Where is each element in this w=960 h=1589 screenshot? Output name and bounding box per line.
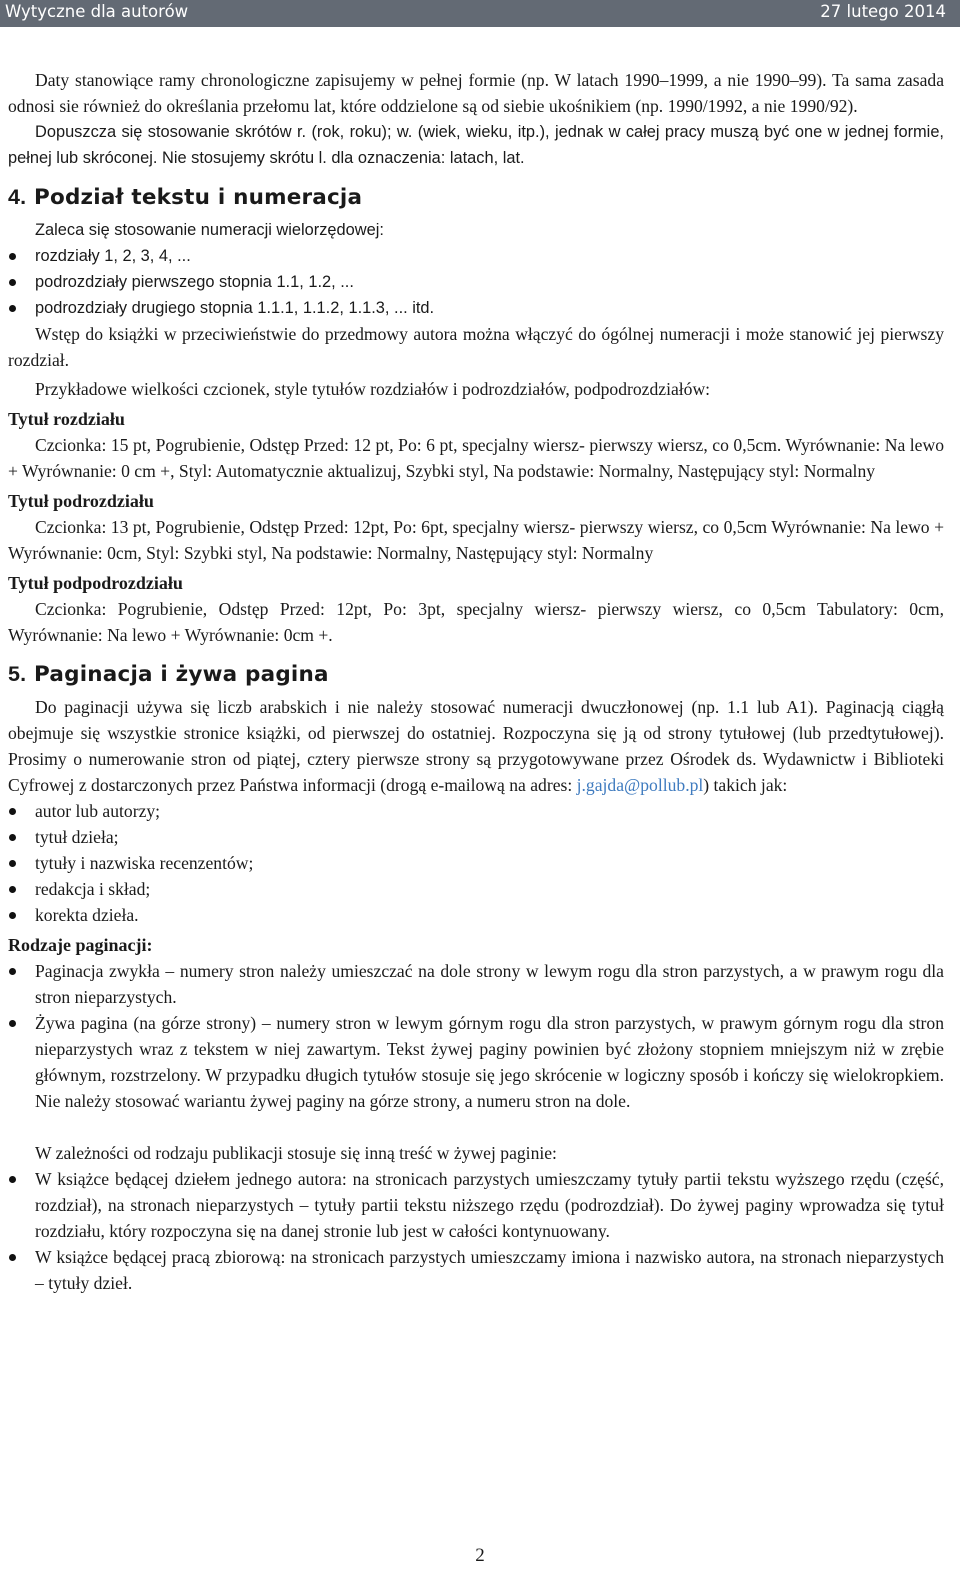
- email-link[interactable]: j.gajda@pollub.pl: [576, 775, 704, 795]
- style-subsubchapter-body: Czcionka: Pogrubienie, Odstęp Przed: 12pt, Po: 3pt, specjalny wiersz- pierwszy wiersz, co 0,5cm Tabulatory: 0cm, Wyrównanie: Na lewo + Wyrównanie: 0cm +.: [8, 599, 944, 645]
- list-item: autor lub autorzy;: [8, 798, 944, 824]
- paragraph-abbreviations: Dopuszcza się stosowanie skrótów r. (rok, roku); w. (wiek, wieku, itp.), jednak w całej pracy muszą być one w jednej formie, pełnej lub skróconej. Nie stosujemy skrótu l. dla oznaczenia: latach, lat.: [8, 123, 944, 167]
- style-chapter-heading: Tytuł rozdziału: [8, 409, 125, 429]
- title-info-list: [8, 798, 944, 928]
- section-4-number: 4.: [8, 185, 27, 209]
- document-body: [8, 67, 944, 1296]
- running-head-list: [8, 1166, 944, 1296]
- list-item: rozdziały 1, 2, 3, 4, ...: [8, 243, 944, 269]
- section-5-heading: [8, 659, 944, 690]
- list-item: Żywa pagina (na górze strony) – numery stron w lewym górnym rogu dla stron parzystych, w prawym górnym rogu dla stron nieparzystych wraz z tekstem w niej zawartym. Tekst żywej paginy powinien być złożony stopniem mniejszym niż w zrębie głównym, rozstrzelony. W przypadku długich tytułów stosuje się jego skrócenie w logiczny sposób i kończy się wielokropkiem. Nie należy stosować wariantu żywej paginy na górze strony, a numeru stron na dole.: [8, 1010, 944, 1114]
- pagination-types-heading: Rodzaje paginacji:: [8, 935, 153, 955]
- header-date: 27 lutego 2014: [820, 2, 946, 21]
- paragraph-introduction-note: Wstęp do książki w przeciwieństwie do przedmowy autora można włączyć do ógólnej numeracji i może stanowić jej pierwszy rozdział.: [8, 324, 944, 370]
- numbering-lead: Zaleca się stosowanie numeracji wielorzędowej:: [35, 221, 384, 239]
- list-item: podrozdziały pierwszego stopnia 1.1, 1.2, ...: [8, 269, 944, 295]
- style-chapter-body: Czcionka: 15 pt, Pogrubienie, Odstęp Przed: 12 pt, Po: 6 pt, specjalny wiersz- pierwszy wiersz, co 0,5cm. Wyrównanie: Na lewo + Wyrównanie: 0 cm +, Styl: Automatycznie aktualizuj, Szybki styl, Na podstawie: Normalny, Następujący styl: Normalny: [8, 435, 944, 481]
- running-head-lead: W zależności od rodzaju publikacji stosuje się inną treść w żywej paginie:: [35, 1143, 557, 1163]
- pagination-text-end: ) takich jak:: [703, 775, 788, 795]
- list-item: W książce będącej dziełem jednego autora: na stronicach parzystych umieszczamy tytuły partii tekstu wyższego rzędu (część, rozdział), na stronach nieparzystych – tytuły partii tekstu niższego rzędu (podrozdział). Do żywej paginy wprowadza się tytuł rozdziału, który rozpoczyna się na danej stronie lub jest w całości kontynuowany.: [8, 1166, 944, 1244]
- list-item: Paginacja zwykła – numery stron należy umieszczać na dole strony w lewym rogu dla stron parzystych, a w prawym rogu dla stron nieparzystych.: [8, 958, 944, 1010]
- page-number: 2: [475, 1545, 485, 1566]
- list-item: tytuł dzieła;: [8, 824, 944, 850]
- list-item: tytuły i nazwiska recenzentów;: [8, 850, 944, 876]
- list-item: W książce będącej pracą zbiorową: na stronicach parzystych umieszczamy imiona i nazwisko autora, na stronach nieparzystych – tytuły dzieł.: [8, 1244, 944, 1296]
- section-4-heading: [8, 182, 944, 213]
- list-item: podrozdziały drugiego stopnia 1.1.1, 1.1.2, 1.1.3, ... itd.: [8, 295, 944, 321]
- pagination-types-list: [8, 958, 944, 1114]
- list-item: redakcja i skład;: [8, 876, 944, 902]
- list-item: korekta dzieła.: [8, 902, 944, 928]
- styles-lead: Przykładowe wielkości czcionek, style tytułów rozdziałów i podrozdziałów, podpodrozdziałów:: [35, 379, 711, 399]
- style-subchapter-heading: Tytuł podrozdziału: [8, 491, 154, 511]
- section-4-title: Podział tekstu i numeracja: [34, 185, 363, 210]
- section-5-title: Paginacja i żywa pagina: [34, 662, 329, 687]
- numbering-list: [8, 243, 944, 321]
- paragraph-pagination: [8, 694, 944, 798]
- paragraph-dates: Daty stanowiące ramy chronologiczne zapisujemy w pełnej formie (np. W latach 1990–1999, a nie 1990–99). Ta sama zasada odnosi sie również do określania przełomu lat, które oddzielone są od siebie ukośnikiem (np. 1990/1992, a nie 1990/92).: [8, 70, 944, 116]
- running-header: [0, 0, 960, 27]
- pagination-text: Do paginacji używa się liczb arabskich i nie należy stosować numeracji dwuczłonowej (np. 1.1 lub A1). Paginacją ciągłą obejmuje się wszystkie stronice książki, od pierwszej do ostatniej. Rozpoczyna się ją od strony tytułowej (lub przedtytułowej). Prosimy o numerowanie stron od piątej, cztery pierwsze strony są przygotowywane przez Ośrodek ds. Wydawnictw i Biblioteki Cyfrowej z dostarczonych przez Państwa informacji (drogą e-mailową na adres:: [8, 697, 944, 795]
- style-subsubchapter-heading: Tytuł podpodrozdziału: [8, 573, 183, 593]
- style-subchapter-body: Czcionka: 13 pt, Pogrubienie, Odstęp Przed: 12pt, Po: 6pt, specjalny wiersz- pierwszy wiersz, co 0,5cm Wyrównanie: Na lewo + Wyrównanie: 0cm, Styl: Szybki styl, Na podstawie: Normalny, Następujący styl: Normalny: [8, 517, 944, 563]
- header-title: Wytyczne dla autorów: [5, 2, 189, 21]
- section-5-number: 5.: [8, 662, 27, 686]
